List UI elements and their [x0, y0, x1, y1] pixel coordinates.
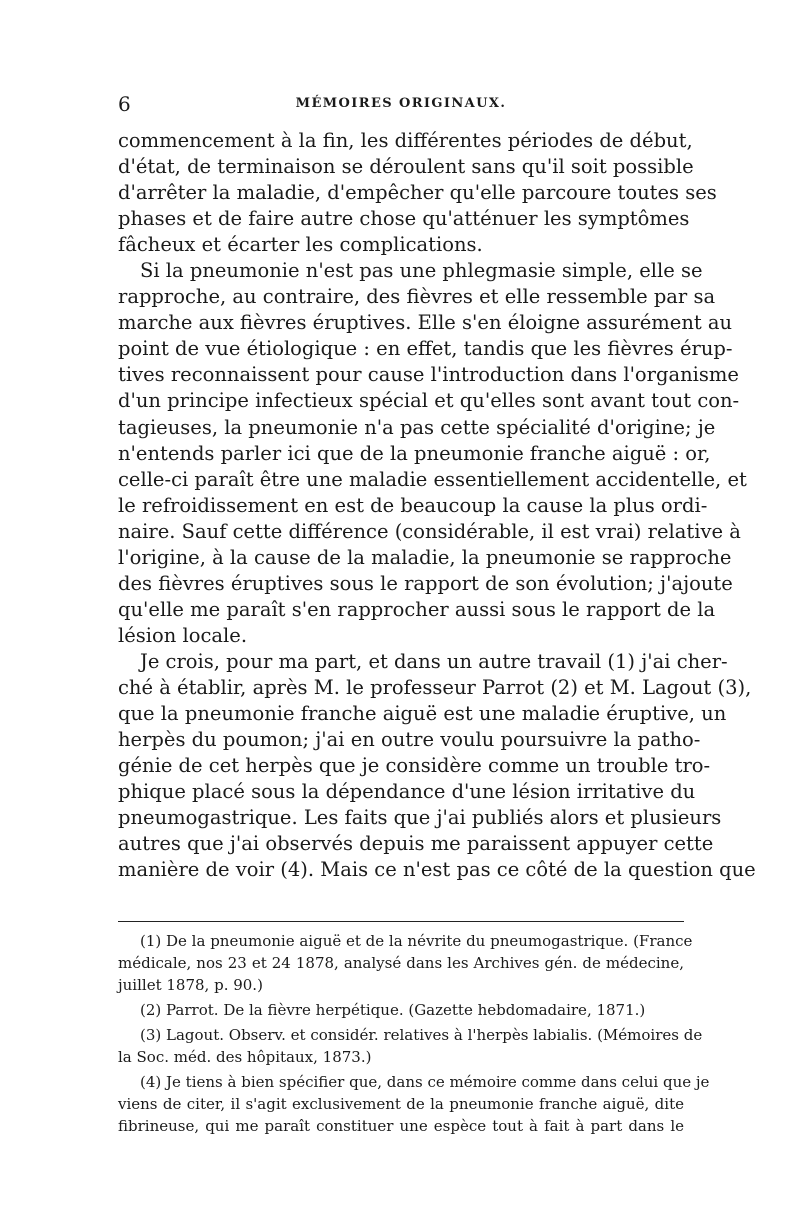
body-text: [118, 128, 756, 883]
footnote-rule: [118, 921, 684, 922]
text-line: génie de cet herpès que je considère comme un trouble tro-: [118, 754, 711, 778]
text-line: d'état, de terminaison se déroulent sans qu'il soit possible: [118, 155, 694, 179]
text-line: des fièvres éruptives sous le rapport de son évolution; j'ajoute: [118, 571, 733, 595]
text-line: d'arrêter la maladie, d'empêcher qu'elle parcoure toutes ses: [118, 181, 717, 205]
text-line: phases et de faire autre chose qu'atténuer les symptômes: [118, 207, 690, 231]
text-line: d'un principe infectieux spécial et qu'elles sont avant tout con-: [118, 389, 740, 413]
footnote-line: médicale, nos 23 et 24 1878, analysé dans les Archives gén. de médecine,: [118, 954, 684, 972]
paragraph: [118, 128, 717, 258]
text-line: naire. Sauf cette différence (considérable, il est vrai) relative à: [118, 519, 741, 543]
footnote-line: (2) Parrot. De la fièvre herpétique. (Gazette hebdomadaire, 1871.): [140, 1001, 646, 1019]
text-line: Je crois, pour ma part, et dans un autre travail (1) j'ai cher-: [140, 649, 728, 673]
text-line: tagieuses, la pneumonie n'a pas cette spécialité d'origine; je: [118, 415, 716, 439]
text-line: l'origine, à la cause de la maladie, la pneumonie se rapproche: [118, 545, 732, 569]
page-header: [118, 92, 684, 118]
footnote-line: viens de citer, il s'agit exclusivement de la pneumonie franche aiguë, dite: [118, 1095, 684, 1113]
footnotes: [118, 930, 710, 1137]
text-line: tives reconnaissent pour cause l'introduction dans l'organisme: [118, 363, 739, 387]
text-line: commencement à la fin, les différentes périodes de début,: [118, 129, 693, 152]
text-line: qu'elle me paraît s'en rapprocher aussi sous le rapport de la: [118, 597, 716, 621]
text-line: ché à établir, après M. le professeur Parrot (2) et M. Lagout (3),: [118, 675, 752, 699]
footnote-line: (4) Je tiens à bien spécifier que, dans ce mémoire comme dans celui que je: [140, 1073, 710, 1091]
footnote-line: (1) De la pneumonie aiguë et de la névrite du pneumogastrique. (France: [140, 932, 693, 950]
text-line: celle-ci paraît être une maladie essentiellement accidentelle, et: [118, 467, 747, 491]
footnote: [118, 999, 684, 1021]
footnote-line: la Soc. méd. des hôpitaux, 1873.): [118, 1048, 372, 1066]
footnote-line: (3) Lagout. Observ. et considér. relatives à l'herpès labialis. (Mémoires de: [140, 1026, 703, 1044]
paragraph: [118, 258, 747, 649]
text-line: que la pneumonie franche aiguë est une maladie éruptive, un: [118, 702, 727, 726]
text-line: lésion locale.: [118, 623, 248, 647]
footnote: [118, 930, 693, 996]
text-line: n'entends parler ici que de la pneumonie franche aiguë : or,: [118, 441, 711, 465]
text-line: marche aux fièvres éruptives. Elle s'en éloigne assurément au: [118, 311, 733, 335]
text-line: Si la pneumonie n'est pas une phlegmasie simple, elle se: [140, 259, 703, 283]
text-line: rapproche, au contraire, des fièvres et elle ressemble par sa: [118, 285, 716, 309]
text-line: le refroidissement en est de beaucoup la cause la plus ordi-: [118, 493, 708, 517]
paragraph: [118, 649, 756, 883]
page-number: 6: [118, 92, 131, 116]
text-line: autres que j'ai observés depuis me paraissent appuyer cette: [118, 832, 714, 856]
footnote-line: fibrineuse, qui me paraît constituer une espèce tout à fait à part dans le: [118, 1117, 684, 1135]
text-line: manière de voir (4). Mais ce n'est pas ce côté de la question que: [118, 858, 756, 882]
text-line: point de vue étiologique : en effet, tandis que les fièvres érup-: [118, 337, 733, 361]
text-line: fâcheux et écarter les complications.: [118, 233, 483, 257]
text-line: pneumogastrique. Les faits que j'ai publiés alors et plusieurs: [118, 806, 722, 830]
running-head: MÉMOIRES ORIGINAUX.: [295, 96, 507, 111]
footnote: [118, 1071, 710, 1137]
text-line: herpès du poumon; j'ai en outre voulu poursuivre la patho-: [118, 728, 701, 752]
text-line: phique placé sous la dépendance d'une lésion irritative du: [118, 780, 696, 804]
footnote: [118, 1024, 703, 1068]
footnote-line: juillet 1878, p. 90.): [118, 976, 263, 994]
